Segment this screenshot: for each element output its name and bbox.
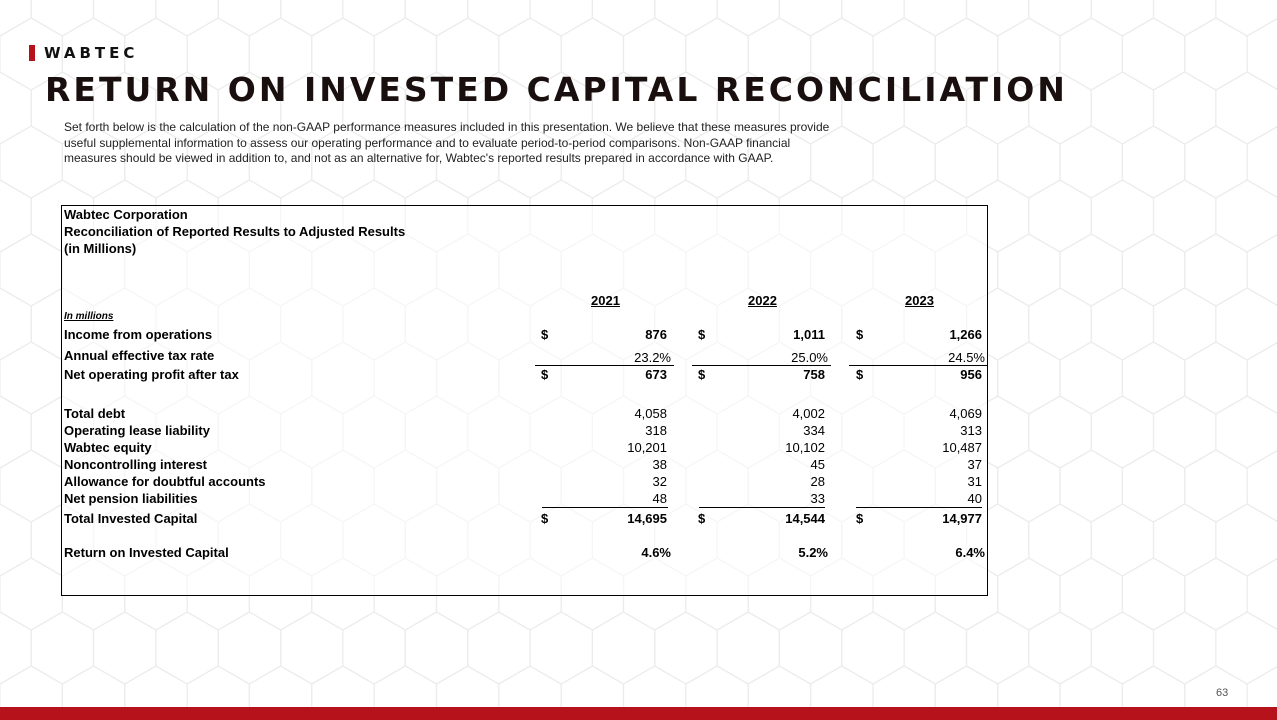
subtotal-rule [699, 507, 825, 508]
row-label: Operating lease liability [64, 423, 210, 438]
currency-symbol: $ [856, 327, 864, 342]
row-label: Noncontrolling interest [64, 457, 207, 472]
subtotal-rule [535, 365, 674, 366]
value-cell-2022: 10,102 [785, 440, 825, 455]
value-cell-2021: 23.2% [634, 350, 671, 365]
value-cell-2022: 14,544 [785, 511, 825, 526]
unit-label: In millions [64, 311, 114, 322]
currency-symbol: $ [856, 367, 864, 382]
value-cell-2023: 6.4% [955, 545, 985, 560]
table-units: (in Millions) [64, 241, 137, 256]
value-cell-2023: 1,266 [949, 327, 982, 342]
row-label: Allowance for doubtful accounts [64, 474, 266, 489]
row-label: Annual effective tax rate [64, 348, 215, 363]
intro-line: useful supplemental information to assess our operating performance and to evaluate period-to-period comparisons. Non-GAAP financial [64, 135, 791, 150]
row-label: Wabtec equity [64, 440, 152, 455]
subtotal-rule [849, 365, 988, 366]
value-cell-2021: 673 [645, 367, 667, 382]
table-company: Wabtec Corporation [64, 207, 188, 222]
table-subtitle: Reconciliation of Reported Results to Adjusted Results [64, 224, 406, 239]
value-cell-2021: 32 [652, 474, 667, 489]
value-cell-2023: 24.5% [948, 350, 985, 365]
value-cell-2023: 10,487 [942, 440, 982, 455]
value-cell-2022: 28 [810, 474, 825, 489]
subtotal-rule [542, 507, 668, 508]
footer-accent-bar [0, 707, 1277, 720]
value-cell-2021: 4.6% [641, 545, 671, 560]
value-cell-2023: 31 [967, 474, 982, 489]
intro-line: measures should be viewed in addition to, and not as an alternative for, Wabtec's reported results prepared in accordance with GAAP. [64, 151, 774, 165]
row-label: Net pension liabilities [64, 491, 198, 506]
year-header-2023: 2023 [905, 293, 934, 308]
value-cell-2022: 758 [803, 367, 825, 382]
value-cell-2022: 334 [803, 423, 825, 438]
value-cell-2021: 876 [645, 327, 667, 342]
value-cell-2021: 4,058 [634, 406, 667, 421]
value-cell-2022: 1,011 [793, 327, 825, 342]
value-cell-2022: 45 [810, 457, 825, 472]
year-header-2021: 2021 [591, 293, 620, 308]
page-title: RETURN ON INVESTED CAPITAL RECONCILIATION [45, 70, 1068, 109]
value-cell-2022: 33 [810, 491, 825, 506]
brand-accent-bar [29, 45, 35, 61]
row-label: Total debt [64, 406, 126, 421]
currency-symbol: $ [698, 511, 706, 526]
reconciliation-table [61, 205, 988, 596]
currency-symbol: $ [541, 367, 549, 382]
currency-symbol: $ [698, 327, 706, 342]
value-cell-2023: 37 [967, 457, 982, 472]
value-cell-2021: 48 [652, 491, 667, 506]
value-cell-2023: 4,069 [949, 406, 982, 421]
currency-symbol: $ [856, 511, 864, 526]
subtotal-rule [856, 507, 982, 508]
value-cell-2023: 313 [960, 423, 982, 438]
value-cell-2022: 25.0% [791, 350, 828, 365]
row-label: Income from operations [64, 327, 213, 342]
page-number: 63 [1216, 687, 1229, 699]
value-cell-2021: 38 [652, 457, 667, 472]
value-cell-2022: 4,002 [792, 406, 825, 421]
value-cell-2021: 14,695 [627, 511, 667, 526]
currency-symbol: $ [541, 327, 549, 342]
value-cell-2023: 956 [960, 367, 982, 382]
row-label: Total Invested Capital [64, 511, 198, 526]
brand-name: WABTEC [44, 44, 139, 62]
value-cell-2023: 14,977 [942, 511, 982, 526]
value-cell-2023: 40 [967, 491, 982, 506]
subtotal-rule [692, 365, 831, 366]
row-label: Return on Invested Capital [64, 545, 229, 560]
value-cell-2022: 5.2% [798, 545, 828, 560]
value-cell-2021: 318 [645, 423, 667, 438]
currency-symbol: $ [698, 367, 706, 382]
intro-line: Set forth below is the calculation of the non-GAAP performance measures included in this presentation. We believe that these measures provide [64, 120, 830, 134]
brand-logo [29, 44, 138, 62]
currency-symbol: $ [541, 511, 549, 526]
intro-paragraph [64, 120, 914, 167]
row-label: Net operating profit after tax [64, 367, 239, 382]
year-header-2022: 2022 [748, 293, 777, 308]
value-cell-2021: 10,201 [627, 440, 667, 455]
